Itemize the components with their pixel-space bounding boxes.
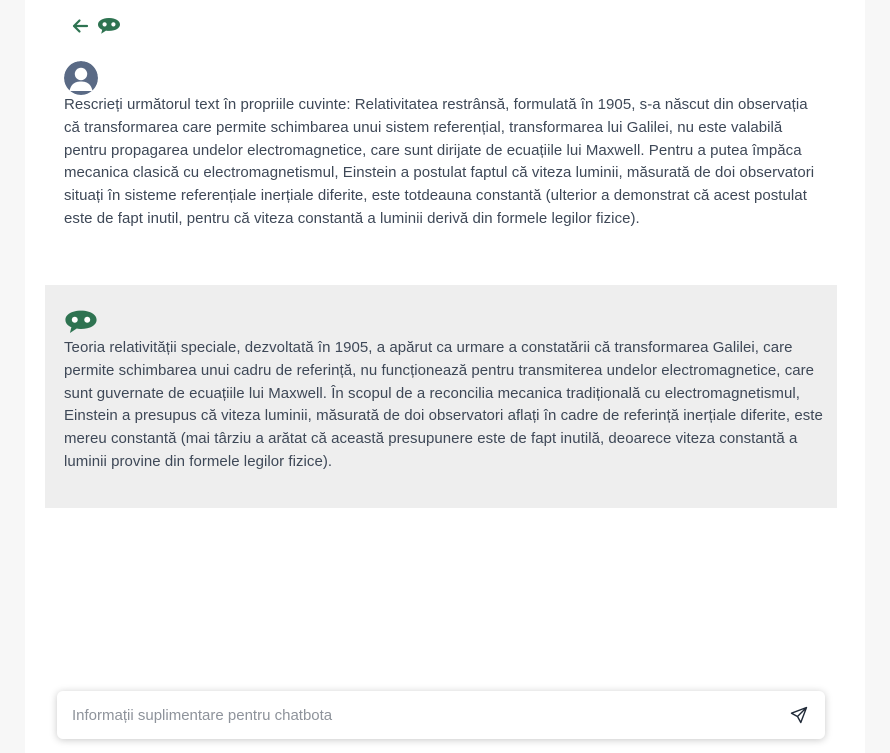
arrow-left-icon[interactable]: [70, 16, 90, 36]
send-icon[interactable]: [787, 703, 811, 727]
user-message-text: Rescrieți următorul text în propriile cuvinte: Relativitatea restrânsă, formulată în 1905, s-a născut din observația că transformarea care permite schimbarea unui sistem referențial, transformarea lui Galilei, nu este valabilă pentru propagarea undelor electromagnetice, care sunt dirijate de ecuațiile lui Maxwell. Pentru a putea împăca mecanica clasică cu electromagnetismul, Einstein a postulat faptul că viteza luminii, măsurată de doi observatori situați în sisteme referențiale inerțiale diferite, este totdeauna constantă (ulterior a demonstrat că acest postulat este de fapt inutil, pentru că viteza constantă a luminii derivă din formele legilor fizice).: [64, 96, 815, 227]
chat-bubble-icon: [96, 16, 122, 36]
chat-bubble-icon: [64, 309, 98, 335]
chat-panel: [25, 0, 865, 753]
bot-message-text: Teoria relativității speciale, dezvoltată în 1905, a apărut ca urmare a constatării că transformarea Galilei, care permite schimbarea unui cadru de referință, nu funcționează pentru transmiterea undelor electromagnetice, care sunt guvernate de ecuațiile lui Maxwell. În scopul de a reconcilia mecanica tradițională cu electromagnetismul, Einstein a presupus că viteza luminii, măsurată de doi observatori aflați în cadre de referință inerțiale diferite, este mereu constantă (mai târziu a arătat că această presupunere este de fapt inutilă, deoarece viteza constantă a luminii provine din formele legilor fizice).: [64, 339, 823, 470]
user-avatar-icon: [64, 61, 98, 95]
bot-message-body: [64, 309, 824, 474]
top-bar: [70, 14, 122, 38]
message-composer: [57, 691, 825, 739]
chat-input[interactable]: [70, 706, 787, 725]
user-message: [64, 61, 824, 231]
bot-message: [45, 285, 837, 508]
